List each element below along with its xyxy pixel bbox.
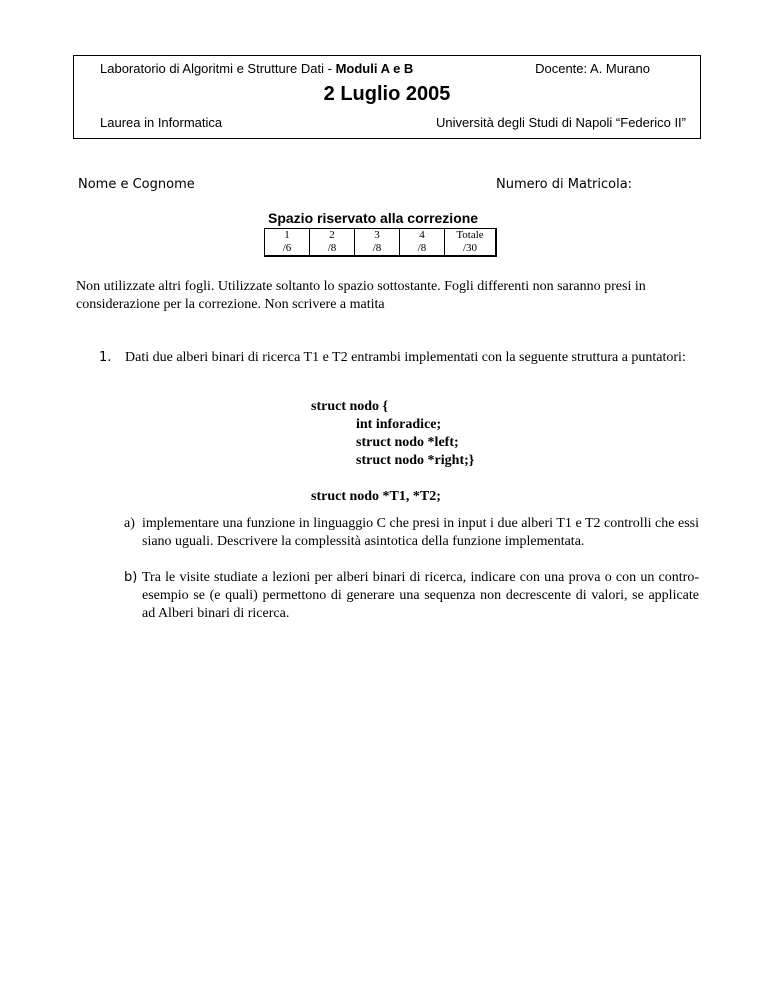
code-spacer bbox=[311, 470, 474, 488]
course-title bbox=[100, 61, 413, 76]
grading-title: Spazio riservato alla correzione bbox=[268, 210, 479, 226]
grading-header-cell: 3 bbox=[355, 229, 400, 243]
grading-header-cell: 4 bbox=[400, 229, 445, 243]
grading-score-row bbox=[265, 242, 497, 256]
question-text: Dati due alberi binari di ricerca T1 e T2 entrambi implementati con la seguente struttura a puntatori: bbox=[125, 350, 686, 365]
grading-header-cell: 1 bbox=[265, 229, 310, 243]
grading-score-cell: /8 bbox=[355, 242, 400, 256]
university-name: Università degli Studi di Napoli “Federico II” bbox=[436, 115, 686, 130]
code-line: struct nodo { bbox=[311, 399, 389, 414]
question-number: 1. bbox=[99, 350, 112, 365]
subquestion-label: b) bbox=[124, 570, 138, 585]
student-name-label: Nome e Cognome bbox=[78, 177, 195, 192]
student-id-label: Numero di Matricola: bbox=[496, 177, 633, 192]
question-1 bbox=[99, 349, 711, 367]
grading-header-row bbox=[265, 229, 497, 243]
instructions: Non utilizzate altri fogli. Utilizzate soltanto lo spazio sottostante. Fogli differenti non saranno presi in considerazione per la correzione. Non scrivere a matita bbox=[76, 279, 646, 312]
subquestion-label: a) bbox=[124, 516, 135, 531]
grading-score-cell: /30 bbox=[445, 242, 497, 256]
grading-score-cell: /8 bbox=[310, 242, 355, 256]
exam-header bbox=[73, 55, 701, 139]
exam-date: 2 Luglio 2005 bbox=[323, 83, 451, 105]
grading-score-cell: /6 bbox=[265, 242, 310, 256]
grading-score-cell: /8 bbox=[400, 242, 445, 256]
grading-table bbox=[264, 228, 497, 257]
course-prefix: Laboratorio di Algoritmi e Strutture Dati - bbox=[100, 61, 336, 76]
course-modules: Moduli A e B bbox=[335, 61, 414, 76]
grading-header-cell: Totale bbox=[445, 229, 497, 243]
code-block bbox=[311, 398, 474, 506]
degree-name: Laurea in Informatica bbox=[100, 115, 223, 130]
code-line: struct nodo *right;} bbox=[356, 453, 475, 468]
subquestion-a bbox=[99, 515, 699, 551]
code-line: struct nodo *left; bbox=[356, 435, 459, 450]
subquestion-text: implementare una funzione in linguaggio C che presi in input i due alberi T1 e T2 controlli che essi siano uguali. Descrivere la complessità asintotica della funzione implementata. bbox=[142, 516, 699, 549]
teacher-name: Docente: A. Murano bbox=[535, 61, 650, 76]
code-line: int inforadice; bbox=[356, 417, 442, 432]
subquestion-b bbox=[99, 569, 699, 623]
subquestion-text: Tra le visite studiate a lezioni per alberi binari di ricerca, indicare con una prova o con un contro-esempio se (e quali) permettono di generare una sequenza non decrescente di valori, se applicate ad Alberi binari di ricerca. bbox=[142, 570, 699, 621]
code-line: struct nodo *T1, *T2; bbox=[311, 489, 441, 504]
grading-header-cell: 2 bbox=[310, 229, 355, 243]
